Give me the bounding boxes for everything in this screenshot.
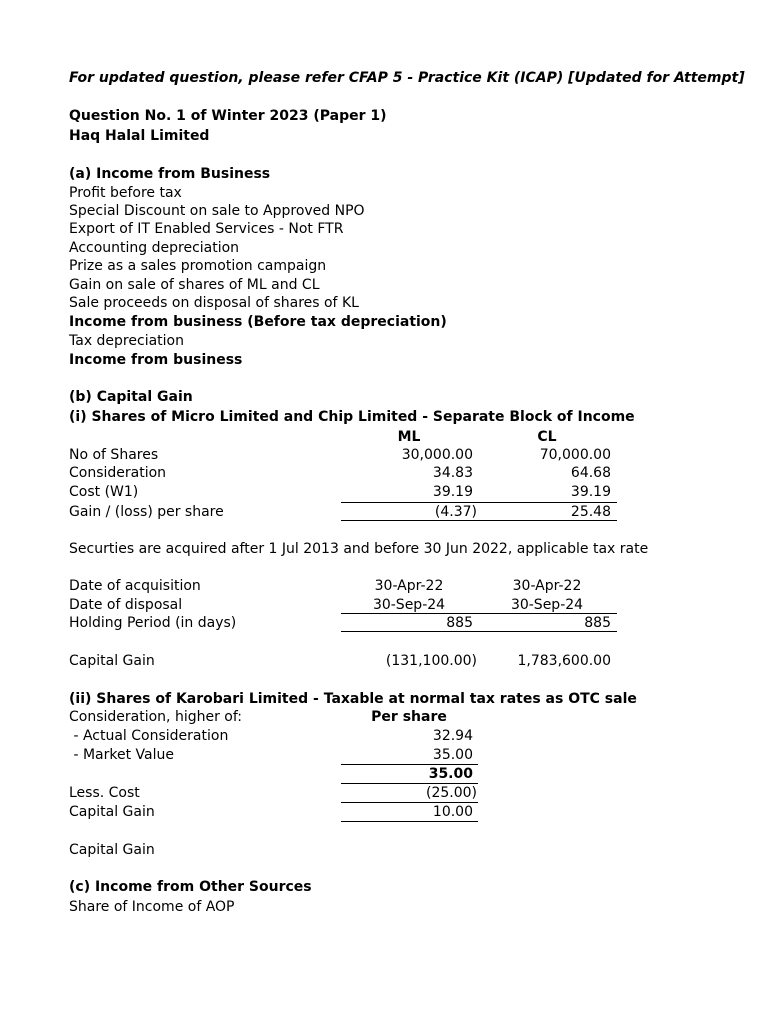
tax-rate-note: Securties are acquired after 1 Jul 2013 and before 30 Jun 2022, applicable tax rate — [69, 541, 649, 557]
reference-note: For updated question, please refer CFAP 5 - Practice Kit (ICAP) [Updated for Attempt] — [69, 70, 745, 86]
total-rule — [341, 631, 617, 632]
market-value: 35.00 — [432, 747, 473, 763]
less-cost-label: Less. Cost — [69, 785, 140, 801]
col-header-cl: CL — [537, 429, 557, 445]
company-name: Haq Halal Limited — [69, 128, 210, 144]
business-total-label: Income from business — [69, 352, 243, 368]
question-title: Question No. 1 of Winter 2023 (Paper 1) — [69, 108, 387, 124]
ml-value: (131,100.00) — [385, 653, 477, 669]
cl-value: 64.68 — [570, 465, 611, 481]
section-b-heading: (b) Capital Gain — [69, 389, 193, 405]
actual-consideration-value: 32.94 — [432, 728, 473, 744]
section-c-heading: (c) Income from Other Sources — [69, 879, 312, 895]
disposal-date-label: Date of disposal — [69, 597, 183, 613]
cl-value: 885 — [584, 615, 611, 631]
acquisition-date-label: Date of acquisition — [69, 578, 201, 594]
sub-ii-heading: (ii) Shares of Karobari Limited - Taxable at normal tax rates as OTC sale — [69, 691, 637, 707]
less-cost-value: (25.00) — [425, 785, 477, 801]
cl-value: 30-Apr-22 — [512, 578, 582, 594]
capital-gain-total-label: Capital Gain — [69, 842, 155, 858]
cl-value: 1,783,600.00 — [517, 653, 611, 669]
ml-value: 30,000.00 — [401, 447, 473, 463]
section-a-row: Gain on sale of shares of ML and CL — [69, 277, 320, 293]
per-share-header: Per share — [371, 709, 447, 725]
karobari-gain-label: Capital Gain — [69, 804, 155, 820]
total-rule — [341, 520, 617, 521]
shares-row-label: No of Shares — [69, 447, 159, 463]
aop-income-label: Share of Income of AOP — [69, 899, 235, 915]
capital-gain-label: Capital Gain — [69, 653, 155, 669]
higher-consideration-value: 35.00 — [428, 766, 473, 782]
cost-row-label: Cost (W1) — [69, 484, 139, 500]
gain-per-share-label: Gain / (loss) per share — [69, 504, 224, 520]
section-a-row: Special Discount on sale to Approved NPO — [69, 203, 365, 219]
cl-value: 70,000.00 — [539, 447, 611, 463]
market-value-label: - Market Value — [69, 747, 174, 763]
section-a-row: Profit before tax — [69, 185, 182, 201]
ml-value: 39.19 — [432, 484, 473, 500]
section-a-row: Prize as a sales promotion campaign — [69, 258, 327, 274]
ml-value: 885 — [446, 615, 473, 631]
business-subtotal-label: Income from business (Before tax depreciation) — [69, 314, 447, 330]
holding-period-label: Holding Period (in days) — [69, 615, 237, 631]
cl-value: 25.48 — [570, 504, 611, 520]
consideration-label: Consideration, higher of: — [69, 709, 243, 725]
cl-value: 30-Sep-24 — [510, 597, 584, 613]
section-a-heading: (a) Income from Business — [69, 166, 271, 182]
cl-value: 39.19 — [570, 484, 611, 500]
total-rule — [341, 821, 478, 822]
actual-consideration-label: - Actual Consideration — [69, 728, 229, 744]
section-a-row: Accounting depreciation — [69, 240, 240, 256]
section-a-row: Sale proceeds on disposal of shares of KL — [69, 295, 359, 311]
col-header-ml: ML — [397, 429, 421, 445]
ml-value: 30-Apr-22 — [374, 578, 444, 594]
consideration-row-label: Consideration — [69, 465, 167, 481]
sub-i-heading: (i) Shares of Micro Limited and Chip Limited - Separate Block of Income — [69, 409, 635, 425]
ml-value: 30-Sep-24 — [372, 597, 446, 613]
visible-columns — [69, 0, 745, 1024]
ml-value: (4.37) — [434, 504, 477, 520]
section-a-row: Export of IT Enabled Services - Not FTR — [69, 221, 344, 237]
tax-depreciation-label: Tax depreciation — [69, 333, 184, 349]
karobari-gain-value: 10.00 — [432, 804, 473, 820]
ml-value: 34.83 — [432, 465, 473, 481]
